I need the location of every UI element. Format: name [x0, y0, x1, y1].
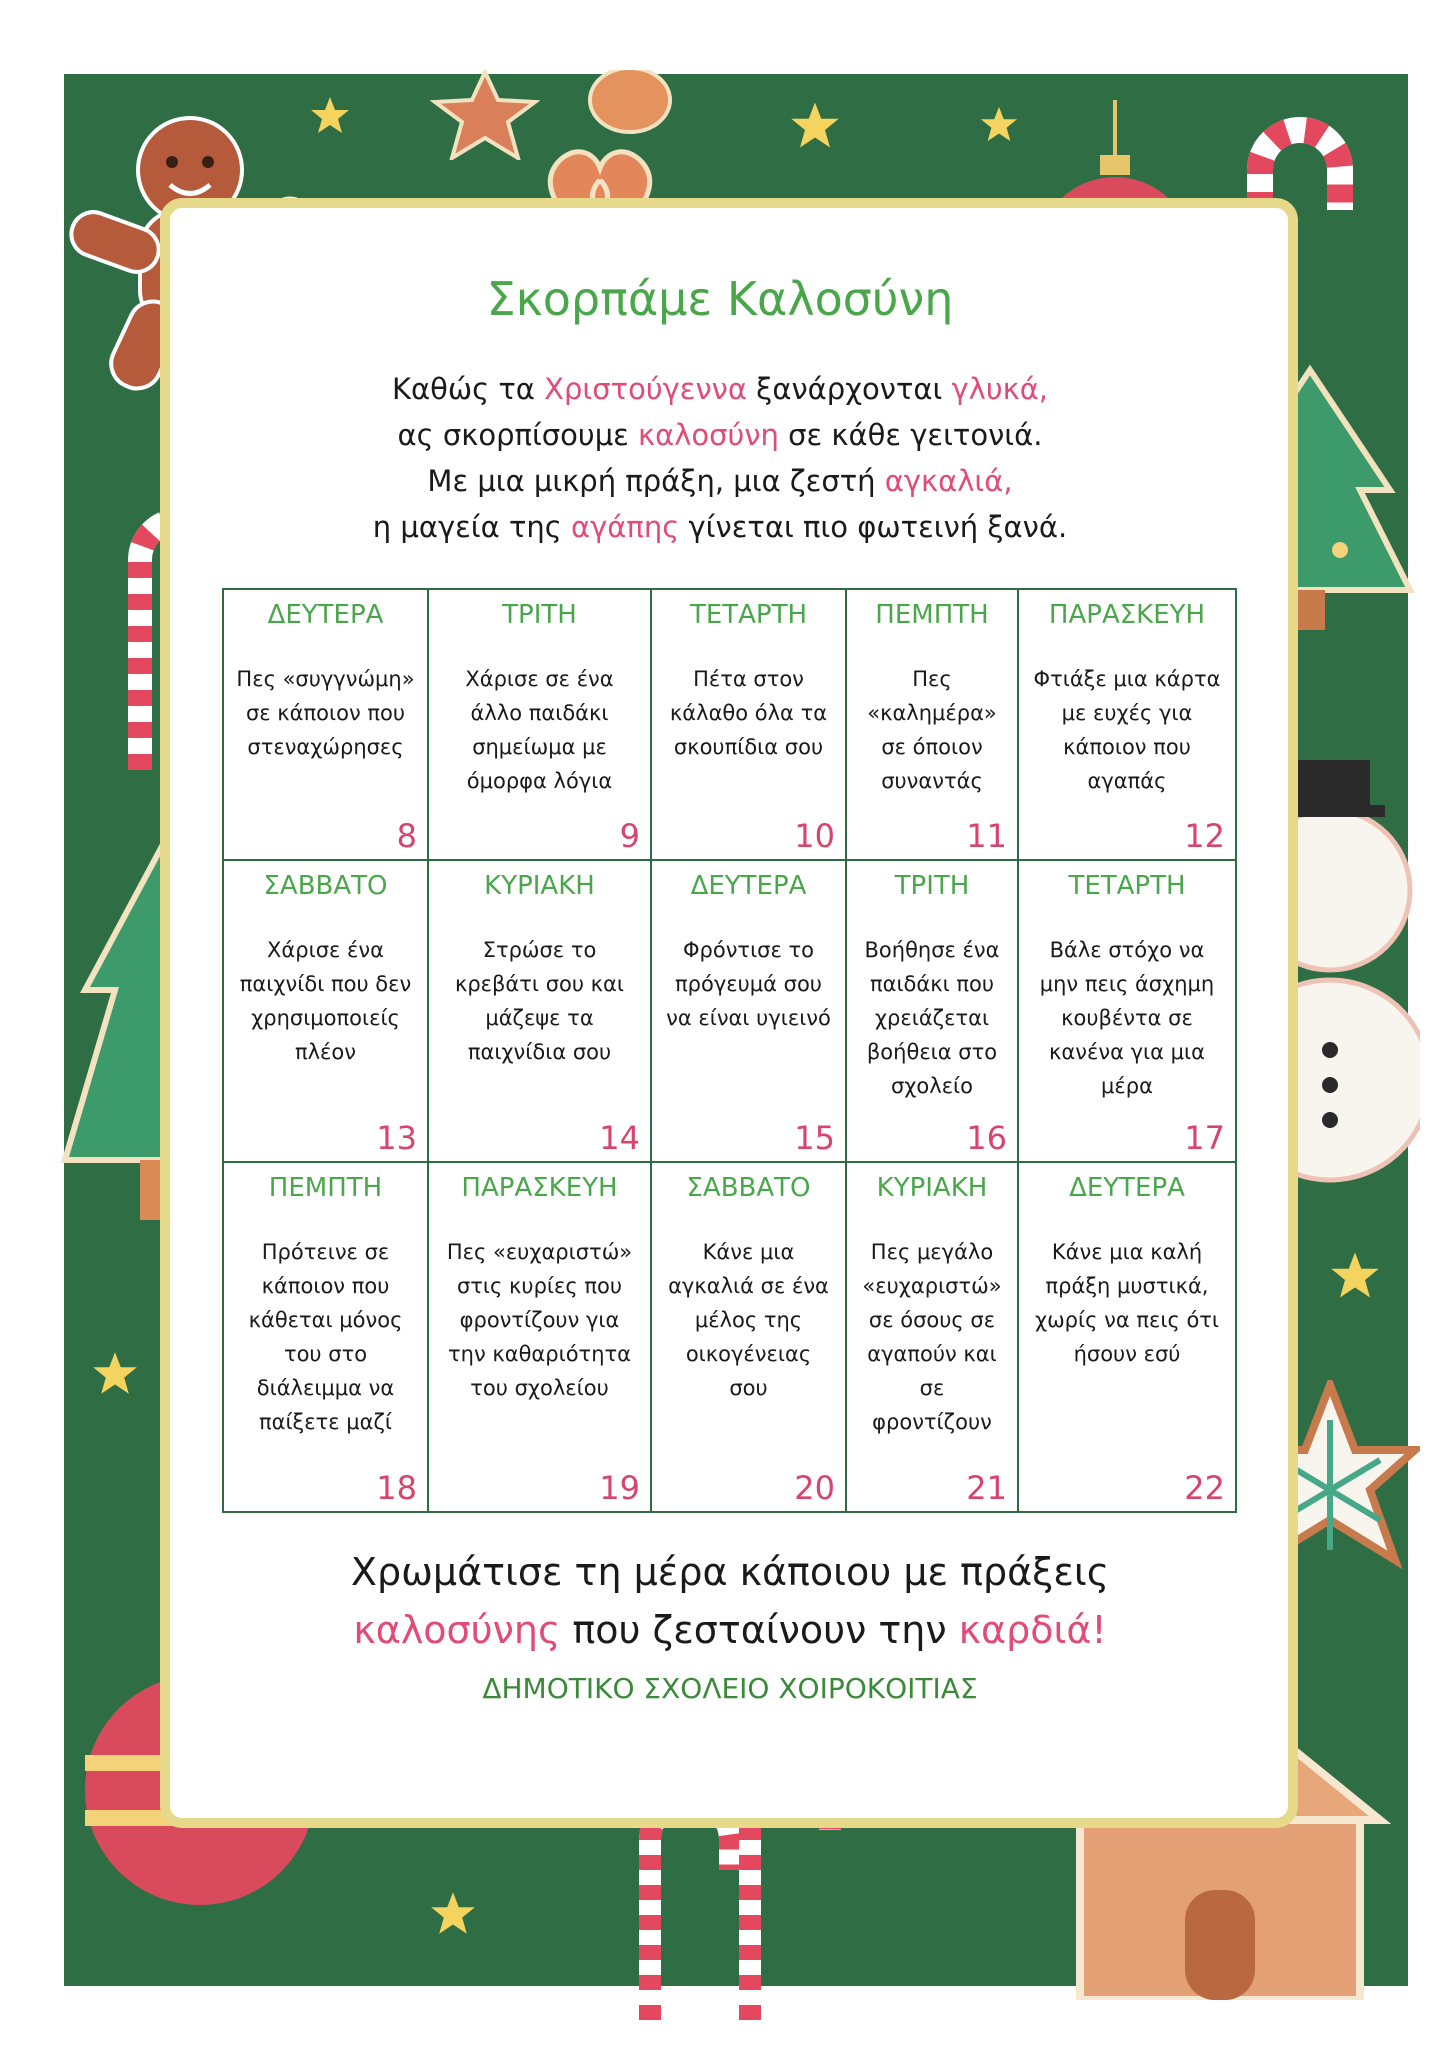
page-title: Σκορπάμε Καλοσύνη	[486, 272, 954, 326]
star-icon	[310, 95, 350, 135]
poem-line	[290, 510, 1150, 544]
calendar-cell	[224, 861, 429, 1163]
task-text: Πρότεινε σε κάποιον που κάθεται μόνος του στο διάλειμμα να παίξετε μαζί	[248, 1240, 403, 1434]
calendar-cell	[429, 861, 652, 1163]
day-number: 13	[376, 1119, 417, 1157]
kindness-calendar	[222, 588, 1237, 1513]
star-icon	[1330, 1250, 1380, 1300]
poem-highlight: Χριστούγεννα	[544, 372, 747, 406]
task-text: Χάρισε ένα παιχνίδι που δεν χρησιμοποιείς πλέον	[239, 938, 412, 1064]
calendar-cell	[224, 590, 429, 861]
footer-line-2	[250, 1608, 1210, 1652]
day-label: ΤΡΙΤΗ	[894, 871, 970, 901]
task-text: Στρώσε το κρεβάτι σου και μάζεψε τα παιχνίδια σου	[454, 938, 625, 1064]
day-number: 12	[1184, 817, 1225, 855]
task-text: Πες «καλημέρα» σε όποιον συναντάς	[867, 667, 997, 793]
task-text: Πες «συγγνώμη» σε κάποιον που στεναχώρησες	[236, 667, 415, 759]
poem-text: γίνεται πιο φωτεινή ξανά.	[679, 510, 1068, 544]
poem-line	[290, 418, 1150, 452]
footer-highlight: καρδιά!	[958, 1608, 1107, 1652]
day-number: 20	[794, 1469, 835, 1507]
day-label: ΣΑΒΒΑΤΟ	[686, 1173, 811, 1203]
footer-highlight: καλοσύνης	[353, 1608, 561, 1652]
day-label: ΠΑΡΑΣΚΕΥΗ	[1048, 600, 1206, 630]
calendar-cell	[847, 590, 1019, 861]
poem-highlight: καλοσύνη	[638, 418, 779, 452]
day-number: 21	[966, 1469, 1007, 1507]
task-text: Κάνε μια καλή πράξη μυστικά, χωρίς να πεις ότι ήσουν εσύ	[1034, 1240, 1220, 1366]
task-text: Πες μεγάλο «ευχαριστώ» σε όσους σε αγαπούν και σε φροντίζουν	[862, 1240, 1002, 1434]
calendar-cell	[847, 861, 1019, 1163]
poem-text: Με μια μικρή πράξη, μια ζεστή	[427, 464, 885, 498]
star-icon	[430, 1890, 476, 1936]
calendar-cell	[652, 590, 847, 861]
day-label: ΚΥΡΙΑΚΗ	[876, 1173, 988, 1203]
calendar-cell	[1019, 1163, 1235, 1511]
school-name: ΔΗΜΟΤΙΚΟ ΣΧΟΛΕΙΟ ΧΟΙΡΟΚΟΙΤΙΑΣ	[482, 1672, 978, 1705]
day-label: ΔΕΥΤΕΡΑ	[267, 600, 384, 630]
day-number: 19	[599, 1469, 640, 1507]
task-text: Πες «ευχαριστώ» στις κυρίες που φροντίζουν για την καθαριότητα του σχολείου	[446, 1240, 633, 1400]
star-icon	[790, 100, 840, 150]
calendar-cell	[1019, 861, 1235, 1163]
day-label: ΔΕΥΤΕΡΑ	[1069, 1173, 1185, 1203]
day-label: ΤΕΤΑΡΤΗ	[1068, 871, 1186, 901]
day-number: 15	[794, 1119, 835, 1157]
day-number: 11	[966, 817, 1007, 855]
poem-highlight: γλυκά,	[951, 372, 1049, 406]
star-icon	[980, 105, 1018, 143]
task-text: Φτιάξε μια κάρτα με ευχές για κάποιον που αγαπάς	[1033, 667, 1221, 793]
footer-line-1: Χρωμάτισε τη μέρα κάποιου με πράξεις	[350, 1550, 1110, 1594]
cookie-round-icon	[585, 70, 675, 140]
task-text: Βοήθησε ένα παιδάκι που χρειάζεται βοήθεια στο σχολείο	[864, 938, 1000, 1098]
calendar-cell	[1019, 590, 1235, 861]
poem-text: Καθώς τα	[391, 372, 545, 406]
task-text: Φρόντισε το πρόγευμά σου να είναι υγιεινό	[666, 938, 831, 1030]
day-label: ΠΑΡΑΣΚΕΥΗ	[461, 1173, 618, 1203]
task-text: Χάρισε σε ένα άλλο παιδάκι σημείωμα με όμορφα λόγια	[465, 667, 614, 793]
day-number: 14	[599, 1119, 640, 1157]
calendar-cell	[429, 1163, 652, 1511]
poem-text: η μαγεία της	[372, 510, 572, 544]
day-number: 10	[794, 817, 835, 855]
calendar-cell	[652, 1163, 847, 1511]
calendar-cell	[652, 861, 847, 1163]
day-label: ΔΕΥΤΕΡΑ	[690, 871, 807, 901]
day-label: ΣΑΒΒΑΤΟ	[263, 871, 388, 901]
task-text: Βάλε στόχο να μην πεις άσχημη κουβέντα σε κανένα για μια μέρα	[1039, 938, 1215, 1098]
poem-line	[290, 464, 1150, 498]
day-label: ΤΡΙΤΗ	[502, 600, 577, 630]
poem-highlight: αγάπης	[571, 510, 680, 544]
day-number: 22	[1184, 1469, 1225, 1507]
poem-text: ας σκορπίσουμε	[397, 418, 639, 452]
poem-text: σε κάθε γειτονιά.	[778, 418, 1043, 452]
task-text: Πέτα στον κάλαθο όλα τα σκουπίδια σου	[669, 667, 828, 759]
calendar-cell	[429, 590, 652, 861]
calendar-cell	[847, 1163, 1019, 1511]
star-icon	[92, 1350, 138, 1396]
day-number: 17	[1184, 1119, 1225, 1157]
poem-line	[290, 372, 1150, 406]
day-number: 8	[396, 817, 417, 855]
day-label: ΚΥΡΙΑΚΗ	[484, 871, 595, 901]
poem-text: ξανάρχονται	[746, 372, 952, 406]
day-number: 9	[619, 817, 640, 855]
cookie-star-icon	[430, 70, 540, 160]
day-number: 16	[966, 1119, 1007, 1157]
calendar-cell	[224, 1163, 429, 1511]
poem-highlight: αγκαλιά,	[884, 464, 1013, 498]
day-label: ΤΕΤΑΡΤΗ	[689, 600, 808, 630]
day-label: ΠΕΜΠΤΗ	[268, 1173, 383, 1203]
day-number: 18	[376, 1469, 417, 1507]
task-text: Κάνε μια αγκαλιά σε ένα μέλος της οικογένειας σου	[668, 1240, 829, 1400]
footer-text: που ζεσταίνουν την	[560, 1608, 959, 1652]
day-label: ΠΕΜΠΤΗ	[875, 600, 989, 630]
